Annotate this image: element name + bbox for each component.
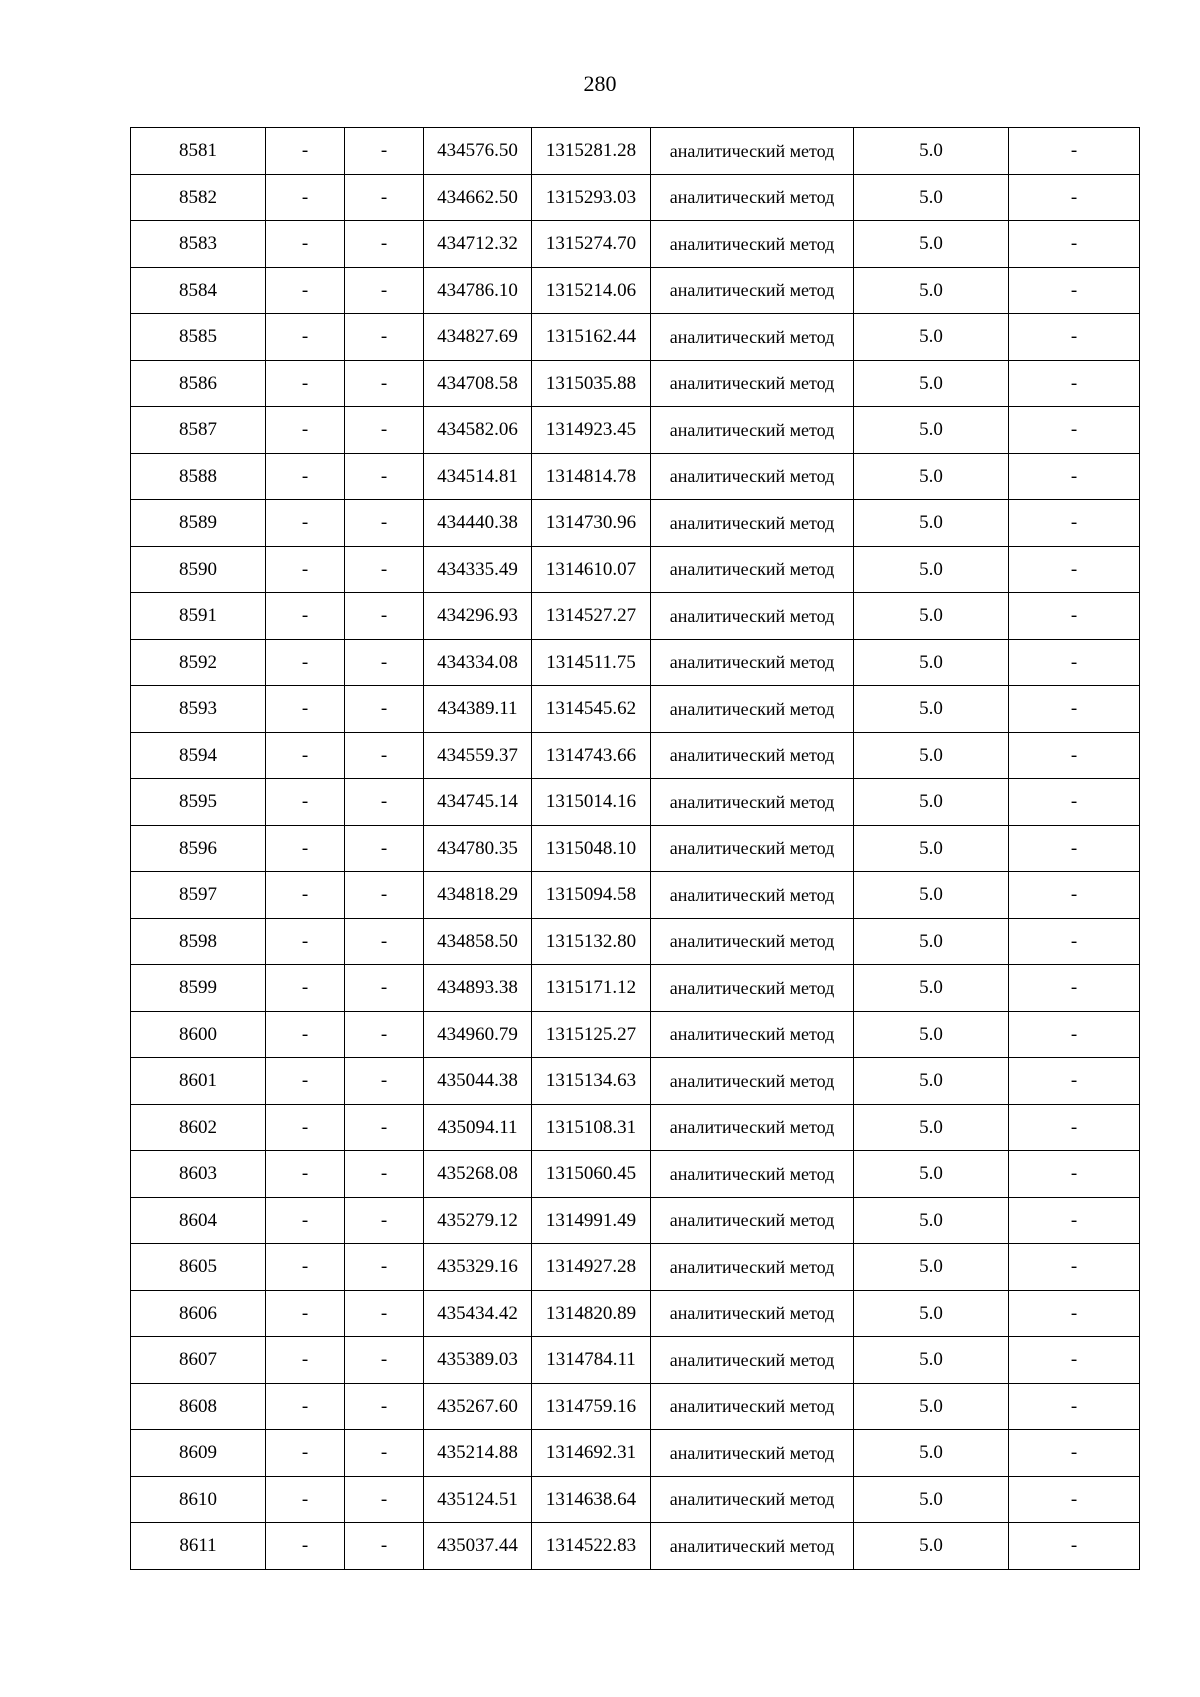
point-number-cell: 8588 (131, 453, 266, 500)
table-row (131, 546, 1140, 593)
note-cell: - (1009, 1151, 1140, 1198)
accuracy-cell: 5.0 (854, 825, 1009, 872)
note-cell: - (1009, 360, 1140, 407)
method-cell: аналитический метод (651, 1244, 854, 1291)
point-number-cell: 8590 (131, 546, 266, 593)
x-coordinate-cell: 434712.32 (424, 221, 532, 268)
accuracy-cell: 5.0 (854, 779, 1009, 826)
empty-value-cell: - (345, 686, 424, 733)
empty-value-cell: - (345, 825, 424, 872)
accuracy-cell: 5.0 (854, 174, 1009, 221)
point-number-cell: 8609 (131, 1430, 266, 1477)
empty-value-cell: - (345, 360, 424, 407)
note-cell: - (1009, 221, 1140, 268)
accuracy-cell: 5.0 (854, 593, 1009, 640)
point-number-cell: 8589 (131, 500, 266, 547)
empty-value-cell: - (345, 453, 424, 500)
x-coordinate-cell: 434514.81 (424, 453, 532, 500)
point-number-cell: 8596 (131, 825, 266, 872)
table-row (131, 1523, 1140, 1570)
accuracy-cell: 5.0 (854, 360, 1009, 407)
empty-value-cell: - (345, 1476, 424, 1523)
method-cell: аналитический метод (651, 546, 854, 593)
point-number-cell: 8601 (131, 1058, 266, 1105)
note-cell: - (1009, 918, 1140, 965)
empty-value-cell: - (266, 593, 345, 640)
table-row (131, 407, 1140, 454)
accuracy-cell: 5.0 (854, 1244, 1009, 1291)
x-coordinate-cell: 434827.69 (424, 314, 532, 361)
x-coordinate-cell: 435267.60 (424, 1383, 532, 1430)
method-cell: аналитический метод (651, 267, 854, 314)
table-row (131, 779, 1140, 826)
accuracy-cell: 5.0 (854, 732, 1009, 779)
empty-value-cell: - (266, 1011, 345, 1058)
point-number-cell: 8604 (131, 1197, 266, 1244)
accuracy-cell: 5.0 (854, 1151, 1009, 1198)
table-row (131, 267, 1140, 314)
empty-value-cell: - (345, 872, 424, 919)
x-coordinate-cell: 434858.50 (424, 918, 532, 965)
method-cell: аналитический метод (651, 1197, 854, 1244)
point-number-cell: 8597 (131, 872, 266, 919)
accuracy-cell: 5.0 (854, 1476, 1009, 1523)
empty-value-cell: - (266, 453, 345, 500)
note-cell: - (1009, 686, 1140, 733)
note-cell: - (1009, 1476, 1140, 1523)
empty-value-cell: - (345, 1011, 424, 1058)
empty-value-cell: - (345, 1383, 424, 1430)
y-coordinate-cell: 1315132.80 (532, 918, 651, 965)
empty-value-cell: - (266, 1244, 345, 1291)
table-row (131, 174, 1140, 221)
point-number-cell: 8586 (131, 360, 266, 407)
accuracy-cell: 5.0 (854, 1430, 1009, 1477)
table-row (131, 1244, 1140, 1291)
method-cell: аналитический метод (651, 1476, 854, 1523)
x-coordinate-cell: 435389.03 (424, 1337, 532, 1384)
y-coordinate-cell: 1314545.62 (532, 686, 651, 733)
method-cell: аналитический метод (651, 686, 854, 733)
x-coordinate-cell: 434662.50 (424, 174, 532, 221)
table-row (131, 872, 1140, 919)
x-coordinate-cell: 435434.42 (424, 1290, 532, 1337)
empty-value-cell: - (345, 1244, 424, 1291)
note-cell: - (1009, 1383, 1140, 1430)
note-cell: - (1009, 639, 1140, 686)
note-cell: - (1009, 1197, 1140, 1244)
note-cell: - (1009, 825, 1140, 872)
point-number-cell: 8584 (131, 267, 266, 314)
method-cell: аналитический метод (651, 1151, 854, 1198)
x-coordinate-cell: 434576.50 (424, 128, 532, 175)
y-coordinate-cell: 1314522.83 (532, 1523, 651, 1570)
empty-value-cell: - (266, 918, 345, 965)
x-coordinate-cell: 434818.29 (424, 872, 532, 919)
y-coordinate-cell: 1315274.70 (532, 221, 651, 268)
point-number-cell: 8592 (131, 639, 266, 686)
table-row (131, 1197, 1140, 1244)
accuracy-cell: 5.0 (854, 639, 1009, 686)
note-cell: - (1009, 1523, 1140, 1570)
table-row (131, 686, 1140, 733)
table-row (131, 453, 1140, 500)
method-cell: аналитический метод (651, 221, 854, 268)
x-coordinate-cell: 434296.93 (424, 593, 532, 640)
point-number-cell: 8587 (131, 407, 266, 454)
point-number-cell: 8583 (131, 221, 266, 268)
note-cell: - (1009, 1244, 1140, 1291)
y-coordinate-cell: 1314527.27 (532, 593, 651, 640)
accuracy-cell: 5.0 (854, 965, 1009, 1012)
y-coordinate-cell: 1315125.27 (532, 1011, 651, 1058)
empty-value-cell: - (266, 360, 345, 407)
empty-value-cell: - (266, 1290, 345, 1337)
accuracy-cell: 5.0 (854, 686, 1009, 733)
method-cell: аналитический метод (651, 1104, 854, 1151)
y-coordinate-cell: 1315171.12 (532, 965, 651, 1012)
x-coordinate-cell: 435044.38 (424, 1058, 532, 1105)
x-coordinate-cell: 435124.51 (424, 1476, 532, 1523)
x-coordinate-cell: 434389.11 (424, 686, 532, 733)
note-cell: - (1009, 1011, 1140, 1058)
accuracy-cell: 5.0 (854, 1197, 1009, 1244)
empty-value-cell: - (345, 546, 424, 593)
method-cell: аналитический метод (651, 825, 854, 872)
empty-value-cell: - (266, 407, 345, 454)
x-coordinate-cell: 434582.06 (424, 407, 532, 454)
x-coordinate-cell: 435279.12 (424, 1197, 532, 1244)
table-row (131, 732, 1140, 779)
table-body (131, 128, 1140, 1570)
empty-value-cell: - (266, 1058, 345, 1105)
empty-value-cell: - (345, 174, 424, 221)
y-coordinate-cell: 1314743.66 (532, 732, 651, 779)
y-coordinate-cell: 1315214.06 (532, 267, 651, 314)
empty-value-cell: - (345, 965, 424, 1012)
point-number-cell: 8602 (131, 1104, 266, 1151)
y-coordinate-cell: 1314638.64 (532, 1476, 651, 1523)
point-number-cell: 8611 (131, 1523, 266, 1570)
method-cell: аналитический метод (651, 1058, 854, 1105)
accuracy-cell: 5.0 (854, 1058, 1009, 1105)
accuracy-cell: 5.0 (854, 1383, 1009, 1430)
note-cell: - (1009, 314, 1140, 361)
empty-value-cell: - (345, 221, 424, 268)
accuracy-cell: 5.0 (854, 1523, 1009, 1570)
table-row (131, 360, 1140, 407)
accuracy-cell: 5.0 (854, 1104, 1009, 1151)
table-row (131, 128, 1140, 175)
y-coordinate-cell: 1314923.45 (532, 407, 651, 454)
note-cell: - (1009, 1337, 1140, 1384)
method-cell: аналитический метод (651, 174, 854, 221)
y-coordinate-cell: 1314759.16 (532, 1383, 651, 1430)
empty-value-cell: - (266, 686, 345, 733)
x-coordinate-cell: 434780.35 (424, 825, 532, 872)
empty-value-cell: - (266, 1104, 345, 1151)
note-cell: - (1009, 174, 1140, 221)
empty-value-cell: - (266, 221, 345, 268)
point-number-cell: 8582 (131, 174, 266, 221)
accuracy-cell: 5.0 (854, 872, 1009, 919)
table-row (131, 593, 1140, 640)
table-row (131, 221, 1140, 268)
point-number-cell: 8599 (131, 965, 266, 1012)
empty-value-cell: - (345, 128, 424, 175)
x-coordinate-cell: 434559.37 (424, 732, 532, 779)
empty-value-cell: - (266, 1523, 345, 1570)
point-number-cell: 8606 (131, 1290, 266, 1337)
table-row (131, 639, 1140, 686)
accuracy-cell: 5.0 (854, 128, 1009, 175)
method-cell: аналитический метод (651, 1290, 854, 1337)
method-cell: аналитический метод (651, 1430, 854, 1477)
y-coordinate-cell: 1315014.16 (532, 779, 651, 826)
table-row (131, 1383, 1140, 1430)
method-cell: аналитический метод (651, 1337, 854, 1384)
accuracy-cell: 5.0 (854, 407, 1009, 454)
empty-value-cell: - (345, 918, 424, 965)
empty-value-cell: - (266, 639, 345, 686)
x-coordinate-cell: 434440.38 (424, 500, 532, 547)
note-cell: - (1009, 732, 1140, 779)
y-coordinate-cell: 1315293.03 (532, 174, 651, 221)
table-row (131, 1337, 1140, 1384)
accuracy-cell: 5.0 (854, 314, 1009, 361)
method-cell: аналитический метод (651, 593, 854, 640)
y-coordinate-cell: 1314991.49 (532, 1197, 651, 1244)
x-coordinate-cell: 434745.14 (424, 779, 532, 826)
empty-value-cell: - (345, 1337, 424, 1384)
point-number-cell: 8610 (131, 1476, 266, 1523)
x-coordinate-cell: 434786.10 (424, 267, 532, 314)
point-number-cell: 8607 (131, 1337, 266, 1384)
y-coordinate-cell: 1314511.75 (532, 639, 651, 686)
empty-value-cell: - (266, 1197, 345, 1244)
accuracy-cell: 5.0 (854, 1011, 1009, 1058)
method-cell: аналитический метод (651, 128, 854, 175)
table-row (131, 1104, 1140, 1151)
y-coordinate-cell: 1315281.28 (532, 128, 651, 175)
y-coordinate-cell: 1315162.44 (532, 314, 651, 361)
accuracy-cell: 5.0 (854, 546, 1009, 593)
table-row (131, 1476, 1140, 1523)
x-coordinate-cell: 435329.16 (424, 1244, 532, 1291)
method-cell: аналитический метод (651, 965, 854, 1012)
empty-value-cell: - (345, 500, 424, 547)
empty-value-cell: - (345, 1290, 424, 1337)
table-row (131, 1151, 1140, 1198)
empty-value-cell: - (266, 1337, 345, 1384)
empty-value-cell: - (345, 593, 424, 640)
point-number-cell: 8594 (131, 732, 266, 779)
accuracy-cell: 5.0 (854, 500, 1009, 547)
empty-value-cell: - (266, 1476, 345, 1523)
y-coordinate-cell: 1315048.10 (532, 825, 651, 872)
y-coordinate-cell: 1315060.45 (532, 1151, 651, 1198)
y-coordinate-cell: 1314927.28 (532, 1244, 651, 1291)
y-coordinate-cell: 1314610.07 (532, 546, 651, 593)
empty-value-cell: - (345, 1151, 424, 1198)
accuracy-cell: 5.0 (854, 221, 1009, 268)
empty-value-cell: - (266, 1430, 345, 1477)
point-number-cell: 8595 (131, 779, 266, 826)
empty-value-cell: - (266, 174, 345, 221)
empty-value-cell: - (266, 779, 345, 826)
point-number-cell: 8581 (131, 128, 266, 175)
note-cell: - (1009, 500, 1140, 547)
point-number-cell: 8603 (131, 1151, 266, 1198)
table-row (131, 825, 1140, 872)
accuracy-cell: 5.0 (854, 918, 1009, 965)
table-row (131, 1430, 1140, 1477)
empty-value-cell: - (345, 779, 424, 826)
point-number-cell: 8585 (131, 314, 266, 361)
x-coordinate-cell: 435268.08 (424, 1151, 532, 1198)
x-coordinate-cell: 435214.88 (424, 1430, 532, 1477)
point-number-cell: 8591 (131, 593, 266, 640)
y-coordinate-cell: 1314814.78 (532, 453, 651, 500)
point-number-cell: 8608 (131, 1383, 266, 1430)
empty-value-cell: - (266, 732, 345, 779)
note-cell: - (1009, 593, 1140, 640)
empty-value-cell: - (266, 825, 345, 872)
method-cell: аналитический метод (651, 779, 854, 826)
empty-value-cell: - (345, 1104, 424, 1151)
coordinates-table (130, 127, 1140, 1570)
accuracy-cell: 5.0 (854, 453, 1009, 500)
empty-value-cell: - (266, 546, 345, 593)
point-number-cell: 8600 (131, 1011, 266, 1058)
method-cell: аналитический метод (651, 1523, 854, 1570)
table-row (131, 1058, 1140, 1105)
empty-value-cell: - (345, 314, 424, 361)
y-coordinate-cell: 1314820.89 (532, 1290, 651, 1337)
x-coordinate-cell: 435094.11 (424, 1104, 532, 1151)
note-cell: - (1009, 872, 1140, 919)
empty-value-cell: - (345, 407, 424, 454)
y-coordinate-cell: 1314730.96 (532, 500, 651, 547)
note-cell: - (1009, 453, 1140, 500)
table-row (131, 965, 1140, 1012)
x-coordinate-cell: 434960.79 (424, 1011, 532, 1058)
method-cell: аналитический метод (651, 314, 854, 361)
empty-value-cell: - (266, 872, 345, 919)
y-coordinate-cell: 1315094.58 (532, 872, 651, 919)
note-cell: - (1009, 128, 1140, 175)
empty-value-cell: - (345, 1430, 424, 1477)
table-row (131, 918, 1140, 965)
x-coordinate-cell: 434335.49 (424, 546, 532, 593)
empty-value-cell: - (266, 965, 345, 1012)
empty-value-cell: - (266, 128, 345, 175)
method-cell: аналитический метод (651, 1383, 854, 1430)
empty-value-cell: - (345, 732, 424, 779)
empty-value-cell: - (345, 1058, 424, 1105)
x-coordinate-cell: 434334.08 (424, 639, 532, 686)
method-cell: аналитический метод (651, 872, 854, 919)
x-coordinate-cell: 434708.58 (424, 360, 532, 407)
note-cell: - (1009, 546, 1140, 593)
y-coordinate-cell: 1314692.31 (532, 1430, 651, 1477)
empty-value-cell: - (266, 500, 345, 547)
note-cell: - (1009, 779, 1140, 826)
accuracy-cell: 5.0 (854, 267, 1009, 314)
note-cell: - (1009, 965, 1140, 1012)
point-number-cell: 8593 (131, 686, 266, 733)
table-row (131, 1011, 1140, 1058)
empty-value-cell: - (345, 1197, 424, 1244)
point-number-cell: 8605 (131, 1244, 266, 1291)
table-row (131, 314, 1140, 361)
method-cell: аналитический метод (651, 1011, 854, 1058)
note-cell: - (1009, 1104, 1140, 1151)
empty-value-cell: - (266, 1151, 345, 1198)
page-number: 280 (583, 71, 617, 96)
x-coordinate-cell: 435037.44 (424, 1523, 532, 1570)
note-cell: - (1009, 1058, 1140, 1105)
x-coordinate-cell: 434893.38 (424, 965, 532, 1012)
table-row (131, 500, 1140, 547)
accuracy-cell: 5.0 (854, 1337, 1009, 1384)
empty-value-cell: - (266, 267, 345, 314)
empty-value-cell: - (345, 639, 424, 686)
y-coordinate-cell: 1315134.63 (532, 1058, 651, 1105)
method-cell: аналитический метод (651, 407, 854, 454)
method-cell: аналитический метод (651, 732, 854, 779)
table-row (131, 1290, 1140, 1337)
y-coordinate-cell: 1315108.31 (532, 1104, 651, 1151)
method-cell: аналитический метод (651, 500, 854, 547)
empty-value-cell: - (266, 1383, 345, 1430)
note-cell: - (1009, 1290, 1140, 1337)
empty-value-cell: - (345, 1523, 424, 1570)
note-cell: - (1009, 267, 1140, 314)
note-cell: - (1009, 407, 1140, 454)
empty-value-cell: - (345, 267, 424, 314)
point-number-cell: 8598 (131, 918, 266, 965)
method-cell: аналитический метод (651, 360, 854, 407)
method-cell: аналитический метод (651, 918, 854, 965)
method-cell: аналитический метод (651, 453, 854, 500)
y-coordinate-cell: 1314784.11 (532, 1337, 651, 1384)
empty-value-cell: - (266, 314, 345, 361)
accuracy-cell: 5.0 (854, 1290, 1009, 1337)
note-cell: - (1009, 1430, 1140, 1477)
method-cell: аналитический метод (651, 639, 854, 686)
y-coordinate-cell: 1315035.88 (532, 360, 651, 407)
